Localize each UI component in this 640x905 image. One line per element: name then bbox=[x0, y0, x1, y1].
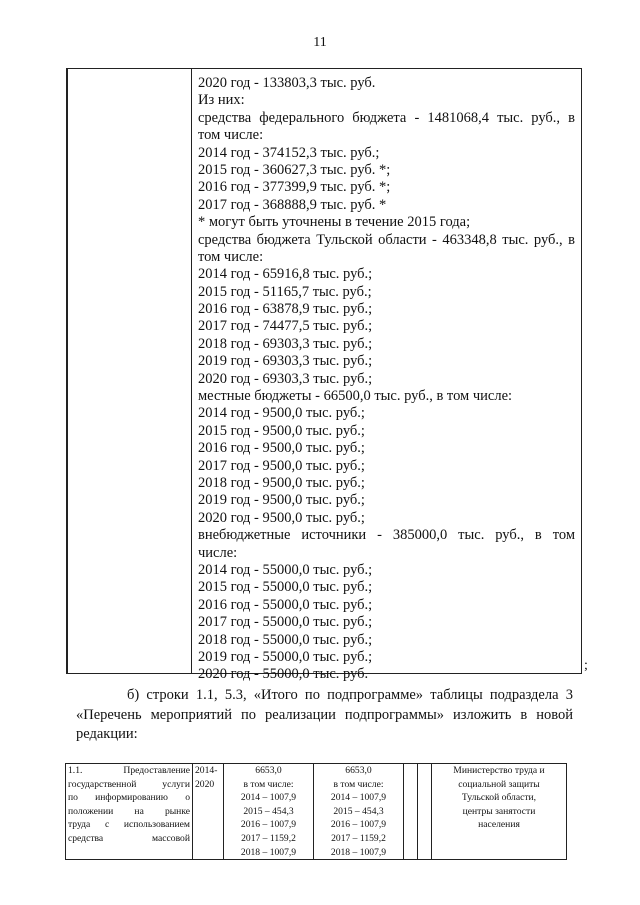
period-line: 2014- bbox=[195, 765, 218, 776]
funding-line: 2017 год - 9500,0 тыс. руб.; bbox=[198, 457, 365, 474]
regional-funding-line: 2014 – 1007,9 bbox=[330, 792, 387, 804]
activities-table-fragment bbox=[65, 763, 567, 860]
funding-line: 2015 год - 9500,0 тыс. руб.; bbox=[198, 422, 365, 439]
funding-line: 2014 год - 65916,8 тыс. руб.; bbox=[198, 266, 373, 283]
activity-name-line: по информированию о bbox=[68, 792, 190, 804]
funding-line: 2019 год - 69303,3 тыс. руб.; bbox=[198, 353, 373, 370]
funding-line: местные бюджеты - 66500,0 тыс. руб., в том числе: bbox=[198, 388, 513, 405]
funding-line: * могут быть уточнены в течение 2015 года; bbox=[198, 214, 471, 231]
funding-line: 2016 год - 55000,0 тыс. руб.; bbox=[198, 596, 373, 613]
amendment-paragraph bbox=[76, 686, 573, 745]
funding-line: 2015 год - 51165,7 тыс. руб.; bbox=[198, 283, 372, 300]
paragraph-line: «Перечень мероприятий по реализации подпрограммы» изложить в новой bbox=[76, 706, 573, 723]
paragraph-line: редакции: bbox=[76, 726, 138, 743]
table-row bbox=[66, 764, 567, 860]
executor-line: Тульской области, bbox=[461, 792, 537, 804]
total-funding-cell bbox=[224, 764, 314, 860]
total-funding-line: 2016 – 1007,9 bbox=[240, 819, 297, 831]
regional-funding-cell bbox=[314, 764, 404, 860]
funding-line: 2017 год - 368888,9 тыс. руб. * bbox=[198, 196, 387, 213]
total-funding-line: 2018 – 1007,9 bbox=[240, 846, 297, 858]
regional-funding-line: 2017 – 1159,2 bbox=[331, 832, 386, 844]
funding-line: Из них: bbox=[198, 92, 245, 109]
total-funding-line: 6653,0 bbox=[255, 765, 282, 776]
funding-line: внебюджетные источники - 385000,0 тыс. руб., в том bbox=[198, 527, 575, 544]
funding-line: 2020 год - 69303,3 тыс. руб.; bbox=[198, 370, 373, 387]
funding-line: 2015 год - 360627,3 тыс. руб. *; bbox=[198, 161, 391, 178]
funding-line: том числе: bbox=[198, 248, 264, 265]
funding-line: средства федерального бюджета - 1481068,4 тыс. руб., в bbox=[198, 109, 575, 126]
executor-line: социальной защиты bbox=[458, 778, 540, 790]
funding-line: 2019 год - 9500,0 тыс. руб.; bbox=[198, 492, 365, 509]
executor-line: населения bbox=[478, 819, 520, 831]
funding-line: 2018 год - 55000,0 тыс. руб.; bbox=[198, 631, 373, 648]
total-funding-line: 2015 – 454,3 bbox=[243, 805, 294, 817]
executor-line: Министерство труда и bbox=[453, 765, 545, 776]
funding-line: 2017 год - 55000,0 тыс. руб.; bbox=[198, 614, 373, 631]
funding-line: 2014 год - 55000,0 тыс. руб.; bbox=[198, 561, 373, 578]
funding-line: 2014 год - 374152,3 тыс. руб.; bbox=[198, 144, 380, 161]
executor-line: центры занятости bbox=[462, 805, 536, 817]
activity-name-line: труда с использованием bbox=[68, 819, 190, 831]
activity-name-line: положении на рынке bbox=[68, 805, 190, 817]
empty-cell bbox=[418, 764, 432, 860]
activity-name-line: средства массовой bbox=[68, 832, 190, 844]
funding-line: 2020 год - 133803,3 тыс. руб. bbox=[198, 75, 376, 91]
funding-line: 2020 год - 9500,0 тыс. руб.; bbox=[198, 509, 365, 526]
empty-cell bbox=[404, 764, 418, 860]
funding-table-fragment bbox=[66, 68, 582, 683]
page-number: 11 bbox=[313, 35, 327, 50]
total-funding-line: в том числе: bbox=[243, 778, 294, 790]
column-divider bbox=[191, 69, 192, 673]
funding-line: 2015 год - 55000,0 тыс. руб.; bbox=[198, 579, 373, 596]
paragraph-line: б) строки 1.1, 5.3, «Итого по подпрограмме» таблицы подраздела 3 bbox=[127, 687, 573, 703]
funding-line: 2018 год - 9500,0 тыс. руб.; bbox=[198, 474, 365, 491]
funding-line: 2019 год - 55000,0 тыс. руб.; bbox=[198, 648, 373, 665]
funding-line: числе: bbox=[198, 544, 238, 561]
total-funding-line: 2014 – 1007,9 bbox=[240, 792, 297, 804]
total-funding-line: 2017 – 1159,2 bbox=[241, 832, 296, 844]
activity-name-line: 1.1. Предоставление bbox=[68, 765, 190, 776]
trailing-semicolon: ; bbox=[584, 658, 588, 673]
activity-name-line: государственной услуги bbox=[68, 778, 190, 790]
period-line: 2020 bbox=[195, 778, 215, 790]
funding-line: 2016 год - 63878,9 тыс. руб.; bbox=[198, 301, 373, 318]
funding-line: средства бюджета Тульской области - 463348,8 тыс. руб., в bbox=[198, 231, 575, 248]
regional-funding-line: в том числе: bbox=[333, 778, 384, 790]
funding-line: 2014 год - 9500,0 тыс. руб.; bbox=[198, 405, 365, 422]
regional-funding-line: 6653,0 bbox=[345, 765, 372, 776]
funding-line: 2016 год - 9500,0 тыс. руб.; bbox=[198, 440, 365, 457]
regional-funding-line: 2016 – 1007,9 bbox=[330, 819, 387, 831]
regional-funding-line: 2015 – 454,3 bbox=[333, 805, 384, 817]
activity-name-cell bbox=[66, 764, 193, 860]
executor-cell bbox=[432, 764, 567, 860]
funding-line: 2018 год - 69303,3 тыс. руб.; bbox=[198, 335, 373, 352]
funding-line: том числе: bbox=[198, 127, 264, 144]
period-cell bbox=[193, 764, 224, 860]
funding-line: 2020 год - 55000,0 тыс. руб. bbox=[198, 666, 369, 683]
funding-line: 2016 год - 377399,9 тыс. руб. *; bbox=[198, 179, 391, 196]
funding-line: 2017 год - 74477,5 тыс. руб.; bbox=[198, 318, 373, 335]
regional-funding-line: 2018 – 1007,9 bbox=[330, 846, 387, 858]
funding-volume-cell bbox=[198, 75, 575, 684]
